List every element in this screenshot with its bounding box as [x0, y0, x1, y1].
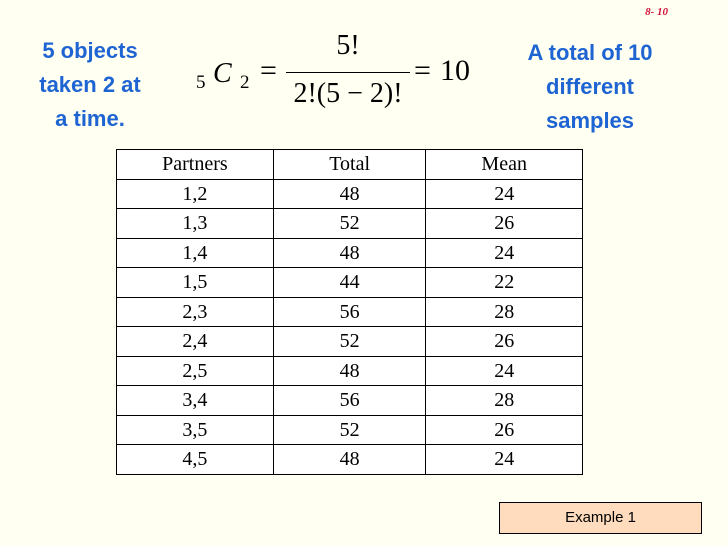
total-cell: 48 [273, 445, 426, 475]
mean-cell: 24 [426, 238, 583, 268]
column-header-mean: Mean [426, 150, 583, 180]
formula-equals-sign: = [414, 54, 431, 87]
total-cell: 52 [273, 415, 426, 445]
formula-symbol: C [213, 58, 232, 89]
table-row [117, 179, 583, 209]
mean-cell: 26 [426, 209, 583, 239]
total-cell: 44 [273, 268, 426, 298]
partners-cell: 1,3 [117, 209, 274, 239]
table-row [117, 297, 583, 327]
mean-cell: 24 [426, 356, 583, 386]
formula-equals-sign: = [260, 54, 277, 87]
total-cell: 52 [273, 327, 426, 357]
partners-cell: 1,2 [117, 179, 274, 209]
column-header-partners: Partners [117, 150, 274, 180]
partners-cell: 2,3 [117, 297, 274, 327]
right-caption-line: A total of 10 [527, 40, 653, 65]
mean-cell: 22 [426, 268, 583, 298]
partners-cell: 2,5 [117, 356, 274, 386]
formula-denominator: 2!(5 − 2)! [293, 78, 403, 109]
left-caption-line: 5 objects [42, 38, 138, 63]
example-label-box: Example 1 [499, 502, 702, 534]
partners-cell: 3,4 [117, 386, 274, 416]
formula-pre-subscript: 5 [196, 72, 206, 93]
mean-cell: 24 [426, 179, 583, 209]
table-row [117, 386, 583, 416]
partners-cell: 2,4 [117, 327, 274, 357]
partners-cell: 1,4 [117, 238, 274, 268]
mean-cell: 28 [426, 297, 583, 327]
total-cell: 56 [273, 297, 426, 327]
table-row [117, 445, 583, 475]
table-row [117, 238, 583, 268]
total-cell: 48 [273, 179, 426, 209]
formula-numerator: 5! [336, 30, 360, 61]
table-row [117, 356, 583, 386]
partners-cell: 3,5 [117, 415, 274, 445]
combination-formula [196, 30, 486, 125]
table-header-row [117, 150, 583, 180]
page-number: 8- 10 [645, 6, 668, 18]
mean-cell: 24 [426, 445, 583, 475]
samples-table-container [116, 149, 583, 475]
partners-cell: 1,5 [117, 268, 274, 298]
mean-cell: 26 [426, 415, 583, 445]
total-cell: 52 [273, 209, 426, 239]
total-cell: 48 [273, 356, 426, 386]
table-row [117, 209, 583, 239]
right-caption-line: different [546, 74, 634, 99]
formula-result: 10 [440, 54, 470, 87]
partners-cell: 4,5 [117, 445, 274, 475]
mean-cell: 26 [426, 327, 583, 357]
left-caption-line: taken 2 at [39, 72, 141, 97]
total-cell: 56 [273, 386, 426, 416]
total-cell: 48 [273, 238, 426, 268]
mean-cell: 28 [426, 386, 583, 416]
table-row [117, 268, 583, 298]
samples-table [116, 149, 583, 475]
left-caption-line: a time. [55, 106, 125, 131]
right-caption-line: samples [545, 108, 635, 133]
column-header-total: Total [273, 150, 426, 180]
formula-fraction-bar [286, 72, 410, 73]
table-row [117, 415, 583, 445]
formula-post-subscript: 2 [240, 72, 250, 93]
right-caption [507, 36, 673, 138]
left-caption [28, 34, 152, 136]
table-row [117, 327, 583, 357]
